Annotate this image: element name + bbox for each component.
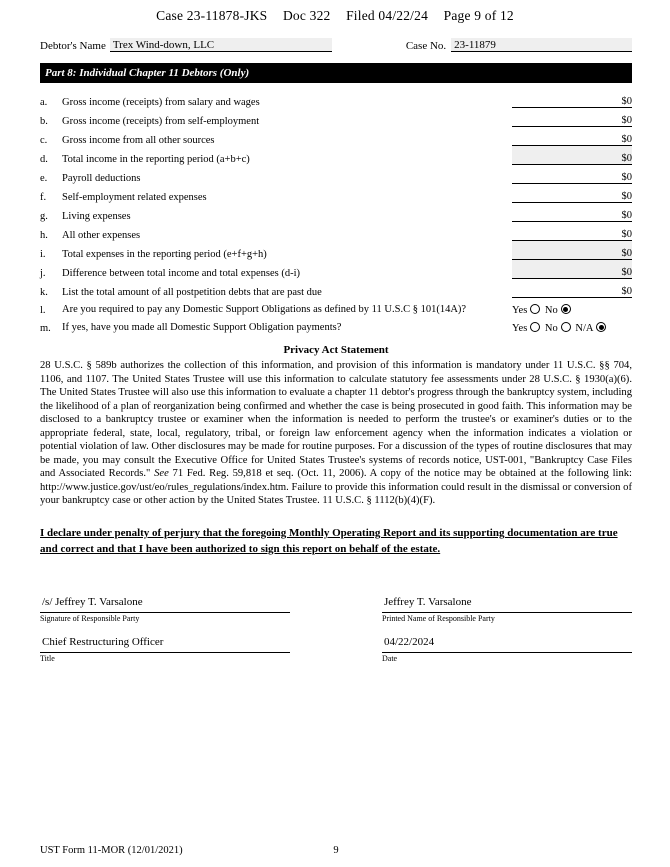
line-description: Total income in the reporting period (a+b+c) — [62, 153, 250, 165]
dso-payments-radio-group — [512, 316, 632, 334]
privacy-body-part1: 28 U.S.C. § 589b authorizes the collection of this information, and provision of this information is mandatory under 11 U.S.C. §§ 704, 1106, and 1107. The United States Trustee will use this information to calculate statutory fee assessments under 28 U.S.C. § 1930(a)(6). The United States Trustee will also use this information to evaluate a chapter 11 debtor's progress through the bankruptcy system, including the likelihood of a plan of reorganization being confirmed and whether the case is being prosecuted in good faith. This information may be disclosed to a bankruptcy trustee or examiner when the information is needed to perform the trustee's or examiner's duties or to the appropriate federal, state, local, regulatory, tribal, or foreign law enforcement agency when the information indicates a violation or potential violation of law. Other disclosures may be made for routine purposes. For a discussion of the types of routine disclosures that may be made, you may consult the Executive Office for United States Trustee's systems of records notice, UST-001, "Bankruptcy Case Files and Associated Records." — [40, 360, 633, 480]
court-filing-stamp — [0, 8, 670, 24]
line-description: Living expenses — [62, 210, 131, 222]
line-amount[interactable]: $0 — [512, 89, 632, 108]
debtor-name-label: Debtor's Name — [40, 40, 106, 52]
line-amount[interactable]: $0 — [512, 279, 632, 298]
line-index: i. — [40, 248, 46, 260]
line-amount[interactable]: $0 — [512, 184, 632, 203]
dso-payments-no-radio[interactable] — [561, 322, 571, 332]
privacy-act-title: Privacy Act Statement — [283, 344, 389, 356]
declaration-statement: I declare under penalty of perjury that the foregoing Monthly Operating Report and its supporting documentation are true and correct and that I have been authorized to sign this report on behalf of the estate. — [40, 527, 618, 555]
signature-caption: Signature of Responsible Party — [40, 613, 140, 623]
part8-section-header: Part 8: Individual Chapter 11 Debtors (Only) — [40, 63, 632, 83]
table-row — [40, 127, 632, 146]
signature-right-column — [382, 596, 632, 676]
line-index: m. — [40, 323, 51, 334]
line-amount[interactable]: $0 — [512, 203, 632, 222]
signature-left-column — [40, 596, 290, 676]
stamp-doc-number: Doc 322 — [282, 8, 331, 23]
line-index: a. — [40, 96, 48, 108]
case-number-field[interactable]: 23-11879 — [451, 38, 632, 52]
date-caption: Date — [382, 653, 398, 663]
table-row — [40, 279, 632, 298]
line-index: e. — [40, 172, 48, 184]
line-description: Gross income from all other sources — [62, 134, 215, 146]
line-amount[interactable]: $0 — [512, 222, 632, 241]
line-index: f. — [40, 191, 47, 203]
line-amount[interactable]: $0 — [512, 241, 632, 260]
dso-required-radio-group — [512, 298, 632, 317]
line-description: Payroll deductions — [62, 172, 141, 184]
table-row — [40, 241, 632, 260]
date-field[interactable]: 04/22/2024 — [382, 636, 632, 653]
line-index: k. — [40, 286, 48, 298]
signature-field[interactable]: /s/ Jeffrey T. Varsalone — [40, 596, 290, 613]
part8-line-items-table — [40, 89, 632, 334]
title-caption: Title — [40, 653, 55, 663]
stamp-page-number: Page 9 of 12 — [443, 8, 514, 23]
title-field[interactable]: Chief Restructuring Officer — [40, 636, 290, 653]
dso-payments-na-label: N/A — [575, 323, 594, 334]
line-index: d. — [40, 153, 48, 165]
stamp-filed-date: Filed 04/22/24 — [346, 8, 429, 23]
line-description: All other expenses — [62, 229, 141, 241]
line-description: Difference between total income and total expenses (d-i) — [62, 267, 300, 279]
line-index: c. — [40, 134, 48, 146]
table-row — [40, 108, 632, 127]
printed-name-caption: Printed Name of Responsible Party — [382, 613, 495, 623]
dso-payments-no-label: No — [544, 323, 558, 334]
dso-payments-yes-radio[interactable] — [530, 322, 540, 332]
table-row — [40, 298, 632, 317]
table-row — [40, 222, 632, 241]
line-amount[interactable]: $0 — [512, 146, 632, 165]
case-number-label: Case No. — [405, 40, 447, 52]
line-description: List the total amount of all postpetition debts that are past due — [62, 286, 322, 298]
dso-required-no-radio[interactable] — [561, 304, 571, 314]
table-row — [40, 89, 632, 108]
debtor-header-row — [40, 34, 632, 52]
line-description: Gross income (receipts) from salary and wages — [62, 96, 260, 108]
line-amount[interactable]: $0 — [512, 165, 632, 184]
line-index: h. — [40, 229, 48, 241]
dso-payments-yes-label: Yes — [512, 323, 528, 334]
line-index: g. — [40, 210, 48, 222]
table-row — [40, 203, 632, 222]
line-index: l. — [40, 305, 46, 316]
signature-block — [40, 596, 632, 676]
line-amount[interactable]: $0 — [512, 260, 632, 279]
line-description: Are you required to pay any Domestic Support Obligations as defined by 11 U.S.C § 101(14A)? — [62, 303, 467, 315]
table-row — [40, 316, 632, 334]
dso-required-yes-radio[interactable] — [530, 304, 540, 314]
privacy-act-body — [40, 359, 632, 508]
stamp-case-number: Case 23-11878-JKS — [156, 8, 268, 23]
line-description: Gross income (receipts) from self-employment — [62, 115, 260, 127]
line-description: Self-employment related expenses — [62, 191, 207, 203]
debtor-name-field[interactable]: Trex Wind-down, LLC — [110, 38, 332, 52]
table-row — [40, 184, 632, 203]
printed-name-field[interactable]: Jeffrey T. Varsalone — [382, 596, 632, 613]
privacy-body-italic: See — [154, 468, 169, 480]
line-amount[interactable]: $0 — [512, 127, 632, 146]
line-description: Total expenses in the reporting period (e+f+g+h) — [62, 248, 267, 260]
line-index: b. — [40, 115, 48, 127]
table-row — [40, 260, 632, 279]
table-row — [40, 146, 632, 165]
dso-required-no-label: No — [544, 305, 558, 316]
table-row — [40, 165, 632, 184]
line-amount[interactable]: $0 — [512, 108, 632, 127]
line-description: If yes, have you made all Domestic Support Obligation payments? — [62, 321, 342, 333]
privacy-body-part2: 71 Fed. Reg. 59,818 et seq. (Oct. 11, 2006). A copy of the notice may be obtained at the following link: http://www.justice.gov/ust/eo/rules_regulations/index.htm. Failure to provide this information could result in the dismissal or conversion of your bankruptcy case or other action by the United States Trustee. 11 U.S.C. § 1112(b)(4)(F). — [40, 468, 632, 507]
line-index: j. — [40, 267, 46, 279]
form-content — [40, 34, 632, 676]
footer-page-number: 9 — [333, 845, 339, 856]
form-identifier: UST Form 11-MOR (12/01/2021) — [40, 845, 183, 856]
dso-payments-na-radio[interactable] — [596, 322, 606, 332]
dso-required-yes-label: Yes — [512, 305, 528, 316]
